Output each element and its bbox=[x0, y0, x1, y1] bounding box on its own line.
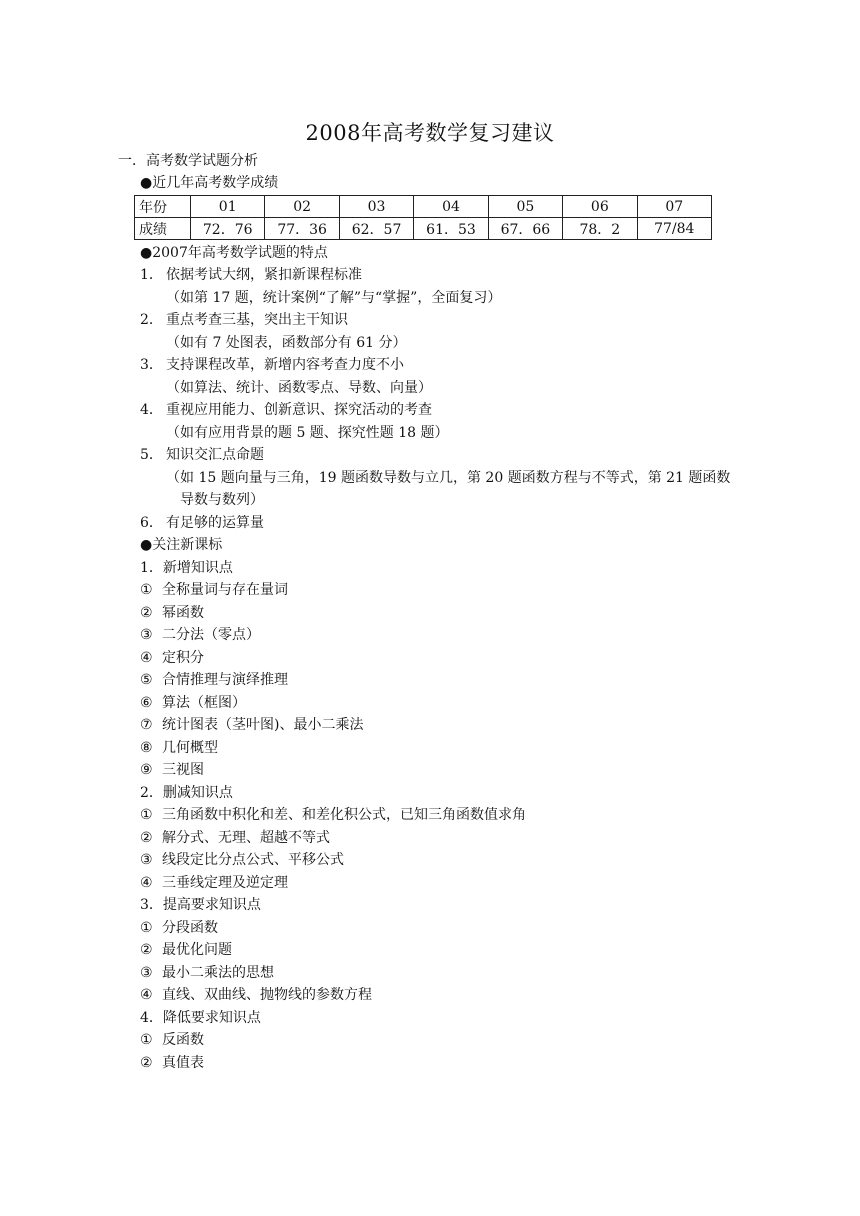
feature-note: （如算法、统计、函数零点、导数、向量） bbox=[166, 380, 432, 396]
list-item: 定积分 bbox=[162, 650, 204, 666]
item-marker: ② bbox=[140, 942, 153, 958]
feature-number: 5． bbox=[140, 447, 163, 463]
group-heading: 3．提高要求知识点 bbox=[140, 897, 261, 913]
item-marker: ② bbox=[140, 830, 153, 846]
year-cell: 03 bbox=[339, 196, 413, 218]
list-item: 几何概型 bbox=[162, 740, 218, 756]
feature-note: （如 15 题向量与三角，19 题函数导数与立几，第 20 题函数方程与不等式，第 21 题函数 bbox=[166, 470, 731, 486]
feature-text: 支持课程改革，新增内容考查力度不小 bbox=[166, 357, 404, 373]
feature-note: （如第 17 题，统计案例“了解”与“掌握”，全面复习） bbox=[166, 290, 502, 306]
score-table bbox=[134, 195, 712, 240]
table-row-scores bbox=[135, 218, 712, 240]
item-marker: ① bbox=[140, 582, 153, 598]
item-marker: ① bbox=[140, 1032, 153, 1048]
year-cell: 01 bbox=[191, 196, 265, 218]
feature-note-continued: 导数与数列） bbox=[180, 492, 264, 508]
feature-number: 3． bbox=[140, 357, 163, 373]
list-item: 解分式、无理、超越不等式 bbox=[162, 830, 330, 846]
year-cell: 07 bbox=[637, 196, 711, 218]
list-item: 反函数 bbox=[162, 1032, 204, 1048]
row-label-year: 年份 bbox=[135, 196, 191, 218]
list-item: 直线、双曲线、抛物线的参数方程 bbox=[162, 987, 372, 1003]
score-cell: 78．2 bbox=[563, 218, 637, 240]
list-item: 算法（框图） bbox=[162, 695, 246, 711]
list-item: 合情推理与演绎推理 bbox=[162, 672, 288, 688]
list-item: 最小二乘法的思想 bbox=[162, 965, 274, 981]
score-cell: 61．53 bbox=[414, 218, 488, 240]
list-item: 幂函数 bbox=[162, 605, 204, 621]
item-marker: ④ bbox=[140, 875, 153, 891]
list-item: 三角函数中积化和差、和差化积公式，已知三角函数值求角 bbox=[162, 807, 526, 823]
year-cell: 02 bbox=[265, 196, 339, 218]
feature-note: （如有应用背景的题 5 题、探究性题 18 题） bbox=[166, 425, 449, 441]
feature-number: 1． bbox=[140, 267, 163, 283]
list-item: 分段函数 bbox=[162, 920, 218, 936]
feature-text: 知识交汇点命题 bbox=[166, 447, 264, 463]
item-marker: ① bbox=[140, 807, 153, 823]
feature-number: 2． bbox=[140, 312, 163, 328]
subheading-features: ●2007年高考数学试题的特点 bbox=[140, 245, 328, 261]
item-marker: ④ bbox=[140, 650, 153, 666]
list-item: 全称量词与存在量词 bbox=[162, 582, 288, 598]
subheading-new-standards: ●关注新课标 bbox=[140, 537, 223, 553]
item-marker: ③ bbox=[140, 965, 153, 981]
feature-note: （如有 7 处图表，函数部分有 61 分） bbox=[166, 335, 407, 351]
list-item: 线段定比分点公式、平移公式 bbox=[162, 852, 344, 868]
score-cell: 72．76 bbox=[191, 218, 265, 240]
list-item: 统计图表（茎叶图)、最小二乘法 bbox=[162, 717, 364, 733]
item-marker: ⑤ bbox=[140, 672, 153, 688]
list-item: 三视图 bbox=[162, 762, 204, 778]
item-marker: ⑧ bbox=[140, 740, 153, 756]
row-label-score: 成绩 bbox=[135, 218, 191, 240]
section-heading-analysis: 一．高考数学试题分析 bbox=[118, 153, 258, 169]
item-marker: ③ bbox=[140, 852, 153, 868]
score-cell: 77．36 bbox=[265, 218, 339, 240]
year-cell: 06 bbox=[563, 196, 637, 218]
feature-text: 有足够的运算量 bbox=[166, 515, 264, 531]
table-row-years bbox=[135, 196, 712, 218]
feature-text: 重视应用能力、创新意识、探究活动的考查 bbox=[166, 402, 432, 418]
feature-text: 重点考查三基，突出主干知识 bbox=[166, 312, 348, 328]
list-item: 二分法（零点） bbox=[162, 627, 260, 643]
group-heading: 2．删减知识点 bbox=[140, 785, 233, 801]
item-marker: ③ bbox=[140, 627, 153, 643]
list-item: 三垂线定理及逆定理 bbox=[162, 875, 288, 891]
feature-text: 依据考试大纲，紧扣新课程标准 bbox=[166, 267, 362, 283]
item-marker: ⑨ bbox=[140, 762, 153, 778]
item-marker: ⑦ bbox=[140, 717, 153, 733]
group-heading: 1．新增知识点 bbox=[140, 560, 233, 576]
score-cell: 67．66 bbox=[488, 218, 562, 240]
item-marker: ⑥ bbox=[140, 695, 153, 711]
list-item: 真值表 bbox=[162, 1055, 204, 1071]
document-title: 2008年高考数学复习建议 bbox=[305, 121, 555, 145]
item-marker: ① bbox=[140, 920, 153, 936]
year-cell: 04 bbox=[414, 196, 488, 218]
group-heading: 4．降低要求知识点 bbox=[140, 1010, 261, 1026]
subheading-scores: ●近几年高考数学成绩 bbox=[140, 175, 279, 191]
score-cell: 62．57 bbox=[339, 218, 413, 240]
year-cell: 05 bbox=[488, 196, 562, 218]
feature-number: 6． bbox=[140, 515, 163, 531]
score-cell: 77/84 bbox=[637, 218, 711, 240]
list-item: 最优化问题 bbox=[162, 942, 232, 958]
feature-number: 4． bbox=[140, 402, 163, 418]
item-marker: ② bbox=[140, 605, 153, 621]
item-marker: ② bbox=[140, 1055, 153, 1071]
item-marker: ④ bbox=[140, 987, 153, 1003]
